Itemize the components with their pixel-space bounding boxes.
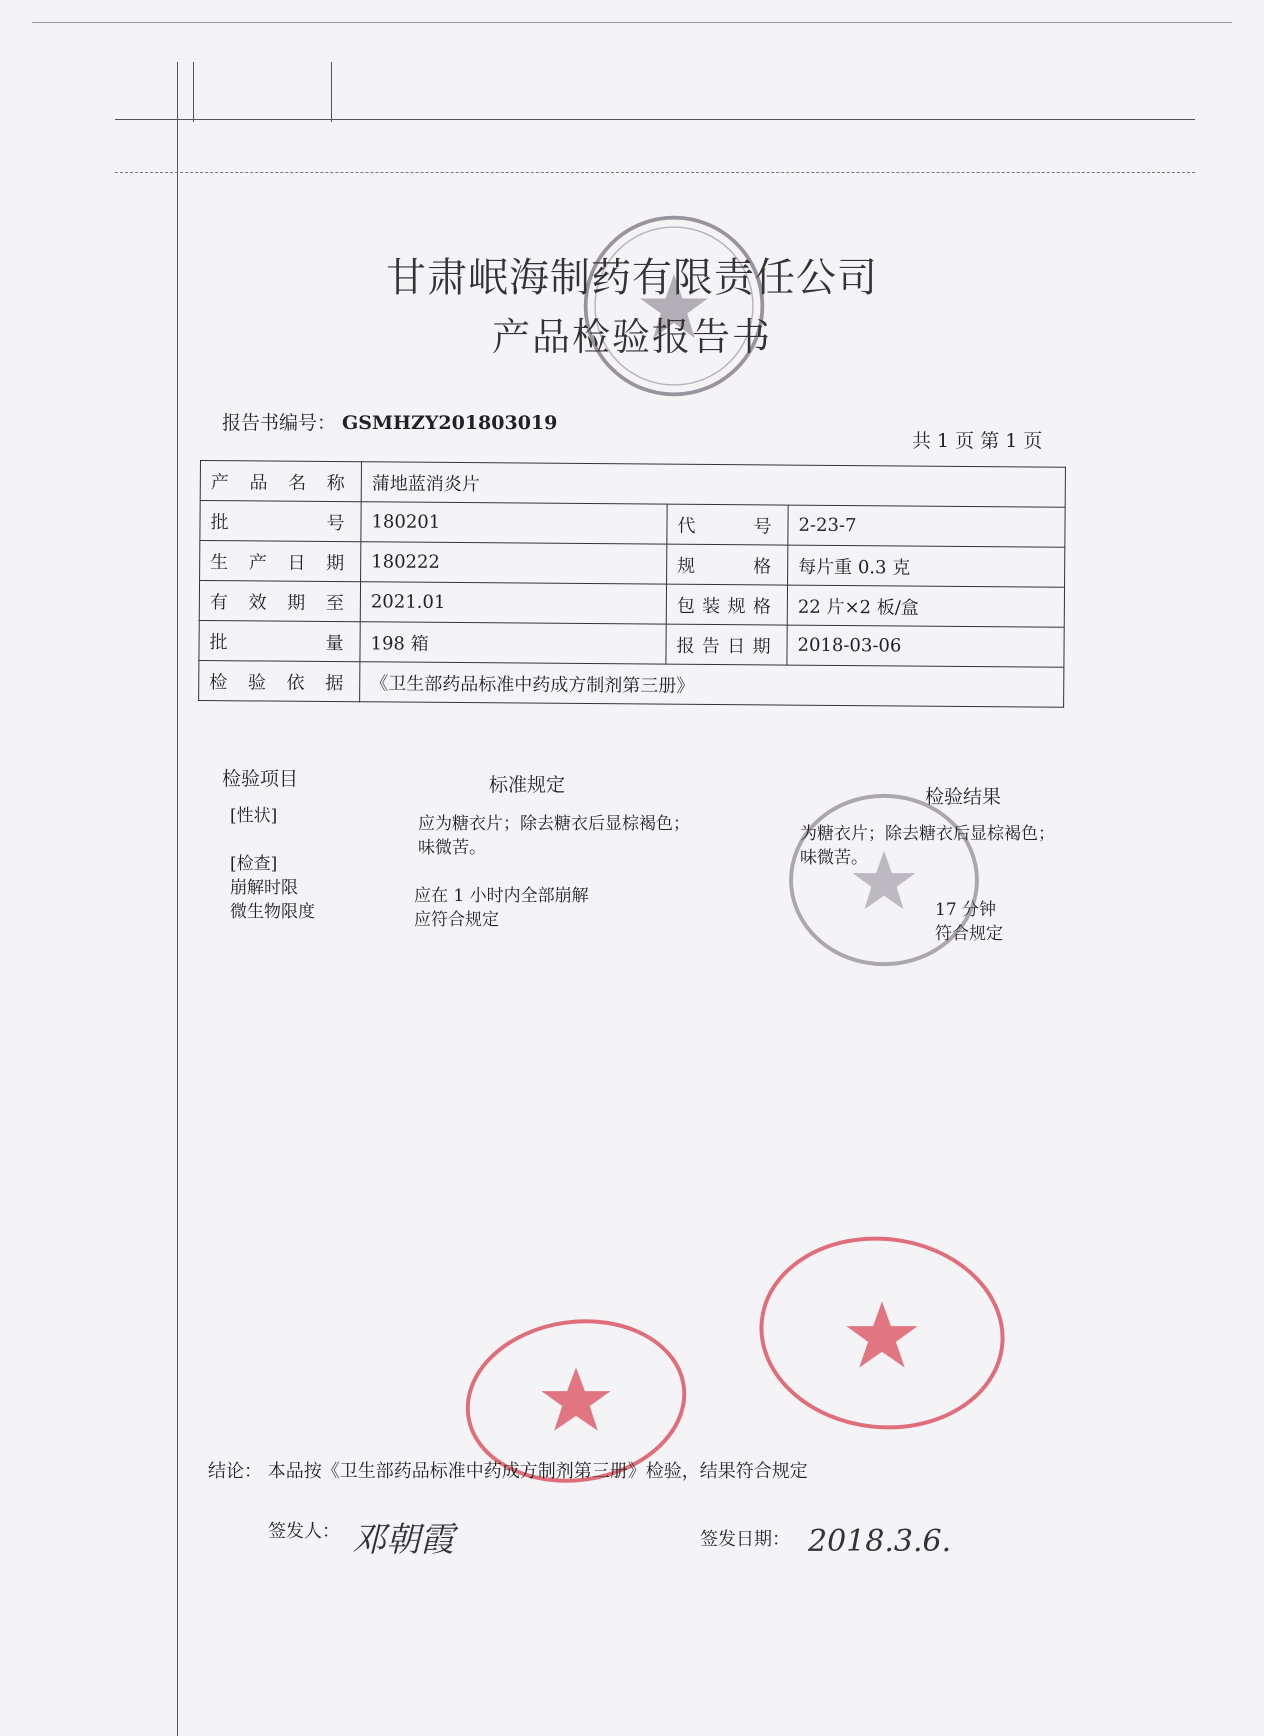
quantity-label: 批量 (199, 620, 360, 661)
report-number-label: 报告书编号： (222, 412, 337, 434)
report-date-label: 报告日期 (666, 624, 787, 665)
conclusion: 结论： 本品按《卫生部药品标准中药成方制剂第三册》检验，结果符合规定 (208, 1461, 808, 1482)
code-value: 2-23-7 (788, 505, 1065, 547)
top-dashed-rule (115, 172, 1195, 173)
character-result-2: 味微苦。 (800, 848, 868, 868)
issue-date-label: 签发日期： (700, 1529, 790, 1550)
report-number-value: GSMHZY201803019 (342, 412, 558, 434)
package-value: 22 片×2 板/盒 (787, 585, 1064, 627)
microbial-result: 符合规定 (935, 924, 1003, 944)
spec-label: 规格 (667, 544, 788, 585)
table-row (200, 541, 1065, 588)
product-info-table (198, 460, 1066, 708)
character-result-1: 为糖衣片；除去糖衣后显棕褐色； (800, 824, 1055, 844)
table-row (199, 660, 1064, 707)
character-label: [性状] (230, 806, 278, 826)
expiry-value: 2021.01 (360, 582, 666, 624)
standard-header: 标准规定 (489, 774, 566, 796)
issue-date-handwritten: 2018.3.6. (808, 1524, 952, 1559)
package-label: 包装规格 (666, 584, 787, 625)
table-row (199, 620, 1064, 667)
table-row (200, 501, 1065, 548)
report-date-value: 2018-03-06 (787, 625, 1064, 667)
disintegration-result: 17 分钟 (935, 900, 997, 920)
quantity-value: 198 箱 (360, 622, 666, 664)
batch-value: 180201 (361, 502, 667, 544)
page-left-border-inner (193, 62, 194, 122)
spec-value: 每片重 0.3 克 (788, 545, 1065, 587)
page-info: 共 1 页 第 1 页 (912, 430, 1043, 452)
document-title: 产品检验报告书 (491, 315, 772, 359)
disintegration-standard: 应在 1 小时内全部崩解 (414, 886, 589, 906)
production-date-label: 生产日期 (200, 541, 361, 582)
hebei-quality-stamp (756, 1232, 1008, 1434)
item-header: 检验项目 (222, 768, 299, 790)
signer-label: 签发人： (268, 1521, 340, 1542)
product-name-value: 蒲地蓝消炎片 (361, 462, 1065, 508)
product-name-label: 产品名称 (200, 461, 361, 502)
report-number (222, 408, 557, 435)
page-top-divider (331, 62, 332, 122)
character-standard-2: 味微苦。 (418, 838, 486, 858)
company-title: 甘肃岷海制药有限责任公司 (386, 255, 878, 301)
top-rule (115, 119, 1195, 120)
expiry-label: 有效期至 (199, 581, 360, 622)
batch-label: 批号 (200, 501, 361, 542)
basis-value: 《卫生部药品标准中药成方制剂第三册》 (360, 662, 1064, 708)
scan-edge (32, 22, 1232, 23)
code-label: 代号 (667, 504, 788, 545)
check-label: [检查] (230, 854, 278, 874)
signer-signature: 邓朝霞 (352, 1520, 454, 1560)
table-row (200, 461, 1065, 508)
table-row (199, 581, 1064, 628)
microbial-label: 微生物限度 (230, 902, 315, 922)
basis-label: 检验依据 (199, 660, 360, 701)
microbial-standard: 应符合规定 (414, 910, 499, 930)
disintegration-label: 崩解时限 (230, 878, 298, 898)
production-date-value: 180222 (361, 542, 667, 584)
character-standard-1: 应为糖衣片；除去糖衣后显棕褐色； (418, 814, 690, 834)
result-header: 检验结果 (925, 786, 1002, 808)
